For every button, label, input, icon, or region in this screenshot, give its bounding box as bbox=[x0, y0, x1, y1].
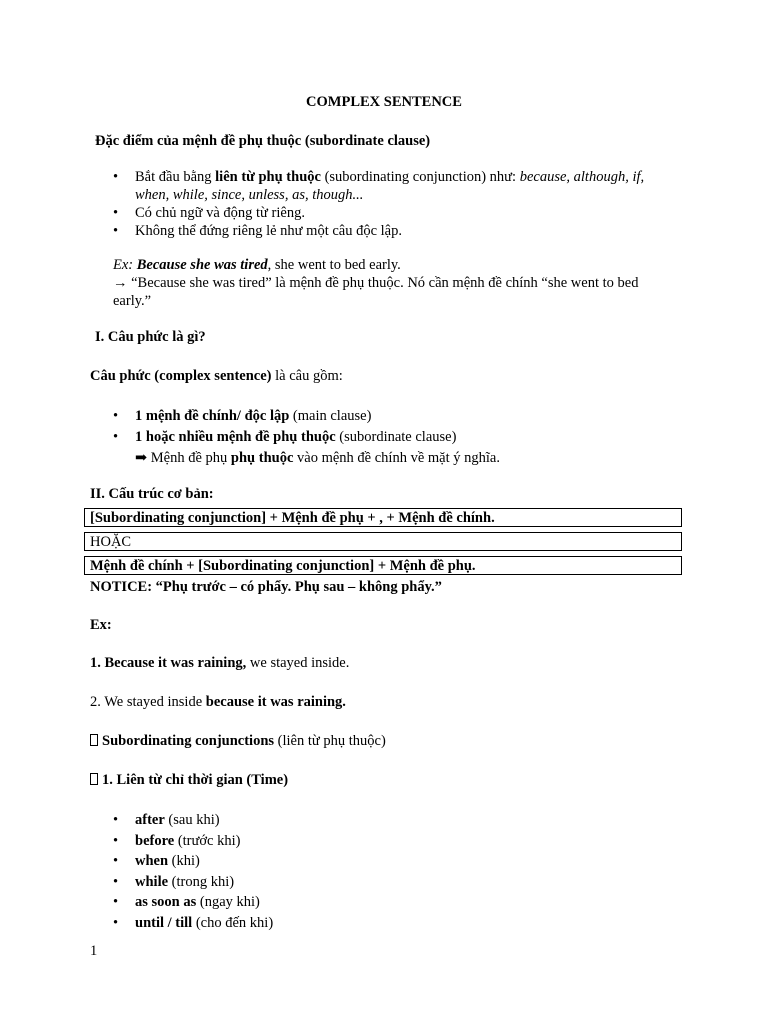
example-line bbox=[113, 257, 401, 274]
definition-term: Câu phức (complex sentence) bbox=[90, 368, 272, 384]
example-text: 2. We stayed inside bbox=[90, 694, 206, 710]
conjunctions-subtitle: (liên từ phụ thuộc) bbox=[274, 733, 386, 749]
feature-list bbox=[113, 168, 645, 240]
example-bold: because it was raining. bbox=[205, 694, 346, 710]
conjunction-word: as soon as bbox=[135, 894, 197, 910]
conjunction-word: after bbox=[135, 812, 165, 828]
bullet-icon: • bbox=[113, 853, 119, 869]
example-2 bbox=[90, 694, 346, 711]
list-item bbox=[113, 204, 644, 222]
feature-text: Không thể đứng riêng lẻ như một câu độc lập. bbox=[135, 223, 402, 239]
note-text: vào mệnh đề chính về mặt ý nghĩa. bbox=[293, 450, 500, 466]
conjunction-word: until / till bbox=[135, 914, 193, 931]
list-item bbox=[113, 427, 500, 469]
list-item bbox=[113, 913, 274, 934]
bullet-icon: • bbox=[113, 914, 119, 931]
bullet-icon: • bbox=[113, 223, 119, 239]
feature-bold: liên từ phụ thuộc bbox=[215, 169, 321, 185]
conjunction-word: when bbox=[135, 853, 169, 869]
conjunction-word: before bbox=[135, 832, 175, 849]
example-label: Ex: bbox=[113, 257, 137, 273]
list-item bbox=[113, 222, 644, 240]
document-title: COMPLEX SENTENCE bbox=[306, 94, 462, 110]
bullet-icon: • bbox=[113, 812, 119, 828]
list-item bbox=[113, 831, 273, 852]
example-text: , she went to bed early. bbox=[267, 257, 401, 273]
examples-label: Ex: bbox=[90, 617, 112, 633]
list-item bbox=[113, 851, 273, 872]
arrow-icon: ➡ bbox=[135, 450, 148, 466]
conjunction-meaning: (cho đến khi) bbox=[192, 914, 274, 931]
conjunction-meaning: (trước khi) bbox=[174, 832, 241, 849]
feature-examples: when, while, since, unless, as, though... bbox=[135, 187, 364, 203]
bullet-icon: • bbox=[113, 894, 119, 910]
list-item bbox=[113, 810, 273, 831]
conjunction-word: while bbox=[135, 873, 169, 890]
bullet-icon: • bbox=[113, 169, 119, 185]
clause-list bbox=[113, 406, 500, 469]
example-explanation bbox=[113, 275, 638, 292]
feature-text: Bắt đầu bằng bbox=[135, 169, 216, 185]
conjunction-meaning: (sau khi) bbox=[164, 812, 220, 828]
bullet-icon: • bbox=[113, 873, 119, 890]
conjunction-meaning: (trong khi) bbox=[168, 873, 235, 890]
conjunction-meaning: (khi) bbox=[168, 853, 200, 869]
structure-row-or: HOẶC bbox=[84, 532, 682, 551]
clause-text: (main clause) bbox=[289, 408, 372, 424]
example-text: we stayed inside. bbox=[246, 655, 350, 671]
example-explanation-cont: early.” bbox=[113, 293, 152, 309]
notice-text: NOTICE: “Phụ trước – có phẩy. Phụ sau – không phẩy.” bbox=[90, 579, 442, 595]
section-2-heading: II. Cấu trúc cơ bản: bbox=[90, 486, 214, 502]
arrow-icon: → bbox=[113, 275, 128, 291]
bullet-icon: • bbox=[113, 205, 119, 221]
list-item bbox=[113, 168, 645, 204]
conjunction-meaning: (ngay khi) bbox=[196, 894, 260, 910]
clause-text: (subordinate clause) bbox=[335, 429, 457, 445]
feature-text: (subordinating conjunction) như: bbox=[320, 169, 520, 185]
feature-examples: because, although, if, bbox=[519, 169, 645, 185]
time-conjunction-list bbox=[113, 810, 274, 933]
example-bold: 1. Because it was raining, bbox=[90, 655, 247, 671]
list-item bbox=[113, 872, 273, 893]
conjunctions-heading bbox=[90, 733, 386, 750]
subordinate-clause-heading: Đặc điểm của mệnh đề phụ thuộc (subordinate clause) bbox=[95, 133, 431, 149]
bullet-icon: • bbox=[113, 408, 119, 424]
time-heading-text: 1. Liên từ chỉ thời gian (Time) bbox=[102, 772, 289, 788]
list-item bbox=[113, 892, 273, 913]
note-text: Mệnh đề phụ bbox=[147, 450, 231, 466]
structure-row-1: [Subordinating conjunction] + Mệnh đề phụ + , + Mệnh đề chính. bbox=[84, 508, 682, 527]
feature-text: Có chủ ngữ và động từ riêng. bbox=[135, 205, 305, 221]
bullet-icon: • bbox=[113, 429, 119, 445]
note-bold: phụ thuộc bbox=[230, 450, 294, 466]
section-1-heading: I. Câu phức là gì? bbox=[95, 329, 206, 345]
time-conjunctions-heading bbox=[90, 772, 288, 789]
clause-term: 1 mệnh đề chính/ độc lập bbox=[135, 408, 290, 424]
missing-glyph-icon bbox=[90, 734, 98, 746]
page-number: 1 bbox=[90, 943, 98, 959]
missing-glyph-icon bbox=[90, 773, 98, 785]
conjunctions-title: Subordinating conjunctions bbox=[102, 733, 275, 749]
example-bold: Because she was tired bbox=[136, 257, 268, 273]
structure-row-2: Mệnh đề chính + [Subordinating conjunction] + Mệnh đề phụ. bbox=[84, 556, 682, 575]
bullet-icon: • bbox=[113, 832, 119, 849]
explanation-text: “Because she was tired” là mệnh đề phụ thuộc. Nó cần mệnh đề chính “she went to bed bbox=[127, 275, 639, 291]
definition-text: là câu gồm: bbox=[271, 368, 343, 384]
example-1 bbox=[90, 655, 349, 672]
clause-term: 1 hoặc nhiều mệnh đề phụ thuộc bbox=[135, 429, 336, 445]
list-item bbox=[113, 406, 500, 427]
complex-sentence-definition bbox=[90, 368, 343, 385]
